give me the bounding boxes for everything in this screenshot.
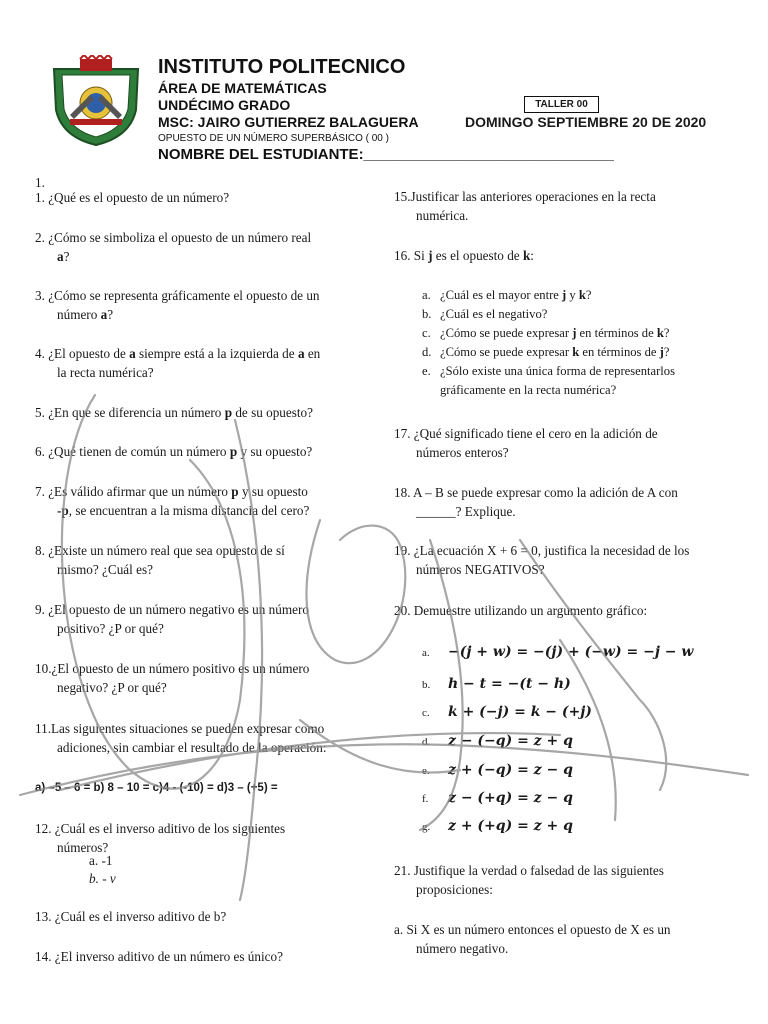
question-16-item — [422, 362, 675, 381]
item-letter: a. — [422, 647, 430, 659]
item-b2: k — [656, 326, 664, 340]
question-21-end: proposiciones: — [416, 882, 493, 897]
question-4-text: 4. ¿El opuesto de — [35, 346, 130, 361]
question-18-text: 18. A – B se puede expresar como la adición de A con — [394, 485, 678, 500]
var-a: a — [57, 249, 64, 264]
question-16-item — [422, 343, 669, 362]
item-b1: k — [572, 345, 580, 359]
question-20-item — [422, 789, 573, 809]
question-12-item-b: b. - v — [89, 871, 116, 886]
question-16-end: : — [530, 248, 534, 263]
question-4-mid2: en — [304, 346, 321, 361]
question-21-item-a-end: número negativo. — [416, 941, 509, 956]
var-p: p — [229, 444, 238, 459]
item-mid: en términos de — [579, 345, 660, 359]
question-15 — [394, 187, 734, 225]
question-6-end: y su opuesto? — [237, 444, 313, 459]
question-12-end: números? — [57, 840, 109, 855]
math-expression: −(j + w) = −(j) + (−w) = −j − w — [448, 644, 694, 660]
math-expression: z − (−q) = z + q — [448, 733, 573, 749]
student-name-field: NOMBRE DEL ESTUDIANTE:______________________________ — [158, 146, 614, 163]
item-b2: k — [578, 288, 586, 302]
var-k: k — [522, 248, 531, 263]
question-15-text: 15.Justificar las anteriores operaciones en la recta — [394, 189, 656, 204]
question-17-text: 17. ¿Qué significado tiene el cero en la adición de — [394, 426, 658, 441]
question-16-mid: es el opuesto de — [432, 248, 523, 263]
institute-title: INSTITUTO POLITECNICO — [158, 56, 406, 78]
question-17 — [394, 424, 734, 462]
question-10 — [35, 659, 373, 697]
question-4-mid: siempre está a la izquierda de — [135, 346, 298, 361]
item-pre: ¿Sólo existe una única forma de representarlos — [440, 364, 675, 378]
question-8-text: 8. ¿Existe un número real que sea opuesto de sí — [35, 543, 285, 558]
question-3-text: 3. ¿Cómo se representa gráficamente el opuesto de un — [35, 288, 320, 303]
item-pre: ¿Cómo se puede expresar — [440, 326, 573, 340]
question-19 — [394, 541, 734, 579]
question-21-item-a — [394, 920, 734, 958]
item-pre: ¿Cuál es el negativo? — [440, 307, 548, 321]
question-16 — [394, 246, 734, 265]
item-letter: d. — [422, 736, 431, 748]
date-label: DOMINGO SEPTIEMBRE 20 DE 2020 — [465, 114, 707, 130]
school-crest-logo — [50, 55, 142, 147]
item-letter: c. — [422, 707, 430, 719]
question-3-end: ? — [107, 307, 114, 322]
item-letter: b. — [422, 679, 431, 691]
var-neg-p: -p — [57, 503, 69, 518]
question-20-item — [422, 675, 571, 695]
question-1: 1. ¿Qué es el opuesto de un número? — [35, 190, 230, 205]
item-post: ? — [585, 288, 592, 302]
question-17-end: números enteros? — [416, 445, 509, 460]
grade-label: UNDÉCIMO GRADO — [158, 97, 291, 113]
var-a: a — [100, 307, 108, 322]
question-11-end: adiciones, sin cambiar el resultado de la operación: — [57, 740, 327, 755]
question-16-item-e-cont: gráficamente en la recta numérica? — [440, 383, 617, 397]
operations-list: a) –5 – 6 = b) 8 – 10 = c)4 - (-10) = d)3 – (+5) = — [35, 782, 278, 794]
item-post: ? — [663, 345, 670, 359]
item-letter: d. — [422, 345, 432, 359]
taller-box: TALLER 00 — [524, 96, 599, 113]
question-16-item — [422, 324, 669, 343]
question-15-end: numérica. — [416, 208, 469, 223]
question-18 — [394, 483, 734, 521]
question-5-text: 5. ¿En que se diferencia un número — [35, 405, 225, 420]
question-3-mid: número — [57, 307, 101, 322]
question-20-item — [422, 761, 573, 781]
item-b1: j — [562, 288, 567, 302]
item-letter: e. — [422, 765, 430, 777]
item-mid: y — [566, 288, 579, 302]
question-7-text: 7. ¿Es válido afirmar que un número — [35, 484, 232, 499]
question-3 — [35, 286, 373, 324]
question-9-text: 9. ¿El opuesto de un número negativo es un número — [35, 602, 309, 617]
question-2-text: 2. ¿Cómo se simboliza el opuesto de un número real — [35, 230, 312, 245]
item-letter: b. — [422, 307, 432, 321]
question-20: 20. Demuestre utilizando un argumento gráfico: — [394, 603, 648, 618]
question-16-item — [422, 305, 547, 324]
question-20-item — [422, 643, 693, 663]
area-label: ÁREA DE MATEMÁTICAS — [158, 80, 327, 96]
question-2-end: ? — [63, 249, 70, 264]
math-expression: z + (−q) = z − q — [448, 762, 573, 778]
question-16-text: 16. Si — [394, 248, 429, 263]
question-19-text: 19. ¿La ecuación X + 6 = 0, justifica la necesidad de los — [394, 543, 690, 558]
question-11 — [35, 719, 373, 757]
var-p: p — [231, 484, 239, 499]
item-letter: a. — [422, 288, 431, 302]
worksheet-subtitle: OPUESTO DE UN NÚMERO SUPERBÁSICO ( 00 ) — [158, 133, 389, 144]
var-p: p — [224, 405, 233, 420]
question-19-end: números NEGATIVOS? — [416, 562, 545, 577]
question-12-text: 12. ¿Cuál es el inverso aditivo de los siguientes — [35, 821, 286, 836]
question-7-end: , se encuentran a la misma distancia del cero? — [68, 503, 310, 518]
item-pre: ¿Cuál es el mayor entre — [440, 288, 563, 302]
question-7 — [35, 482, 373, 520]
math-expression: z − (+q) = z − q — [448, 790, 573, 806]
question-8 — [35, 541, 373, 579]
question-18-end: ______? Explique. — [416, 504, 516, 519]
question-9 — [35, 600, 373, 638]
question-9-end: positivo? ¿P or qué? — [57, 621, 164, 636]
math-expression: z + (+q) = z + q — [448, 818, 573, 834]
question-4-end: la recta numérica? — [57, 365, 154, 380]
item-letter: c. — [422, 326, 431, 340]
question-6-text: 6. ¿Qué tienen de común un número — [35, 444, 230, 459]
question-14: 14. ¿El inverso aditivo de un número es único? — [35, 949, 283, 964]
var-a: a — [129, 346, 136, 361]
item-b2: j — [659, 345, 664, 359]
question-11-text: 11.Las siguientes situaciones se pueden expresar como — [35, 721, 325, 736]
question-13: 13. ¿Cuál es el inverso aditivo de b? — [35, 909, 227, 924]
item-letter: f. — [422, 793, 429, 805]
item-mid: en términos de — [576, 326, 657, 340]
item-letter: e. — [422, 364, 431, 378]
question-12-item-a: a. -1 — [89, 853, 113, 868]
question-16-item — [422, 286, 591, 305]
question-2 — [35, 228, 373, 266]
teacher-label: MSC: JAIRO GUTIERREZ BALAGUERA — [158, 114, 419, 130]
math-expression: h − t = −(t − h) — [448, 676, 571, 692]
question-10-text: 10.¿El opuesto de un número positivo es un número — [35, 661, 310, 676]
var-a: a — [297, 346, 305, 361]
question-20-item — [422, 817, 573, 837]
question-21-text: 21. Justifique la verdad o falsedad de las siguientes — [394, 863, 664, 878]
item-letter: g. — [422, 821, 431, 833]
stray-number: 1. — [35, 175, 45, 190]
question-5-end: de su opuesto? — [232, 405, 313, 420]
question-21-item-a-text: a. Si X es un número entonces el opuesto de X es un — [394, 922, 671, 937]
question-10-end: negativo? ¿P or qué? — [57, 680, 167, 695]
math-expression: k + (−j) = k − (+j) — [448, 704, 592, 720]
question-20-item — [422, 732, 573, 752]
var-j: j — [428, 248, 433, 263]
item-b1: j — [572, 326, 577, 340]
question-8-end: mismo? ¿Cuál es? — [57, 562, 153, 577]
question-4 — [35, 344, 373, 382]
item-pre: ¿Cómo se puede expresar — [440, 345, 573, 359]
question-20-item — [422, 703, 592, 723]
item-post: ? — [663, 326, 670, 340]
question-5 — [35, 403, 373, 422]
question-21 — [394, 861, 734, 899]
question-6 — [35, 442, 373, 461]
question-7-mid: y su opuesto — [238, 484, 308, 499]
